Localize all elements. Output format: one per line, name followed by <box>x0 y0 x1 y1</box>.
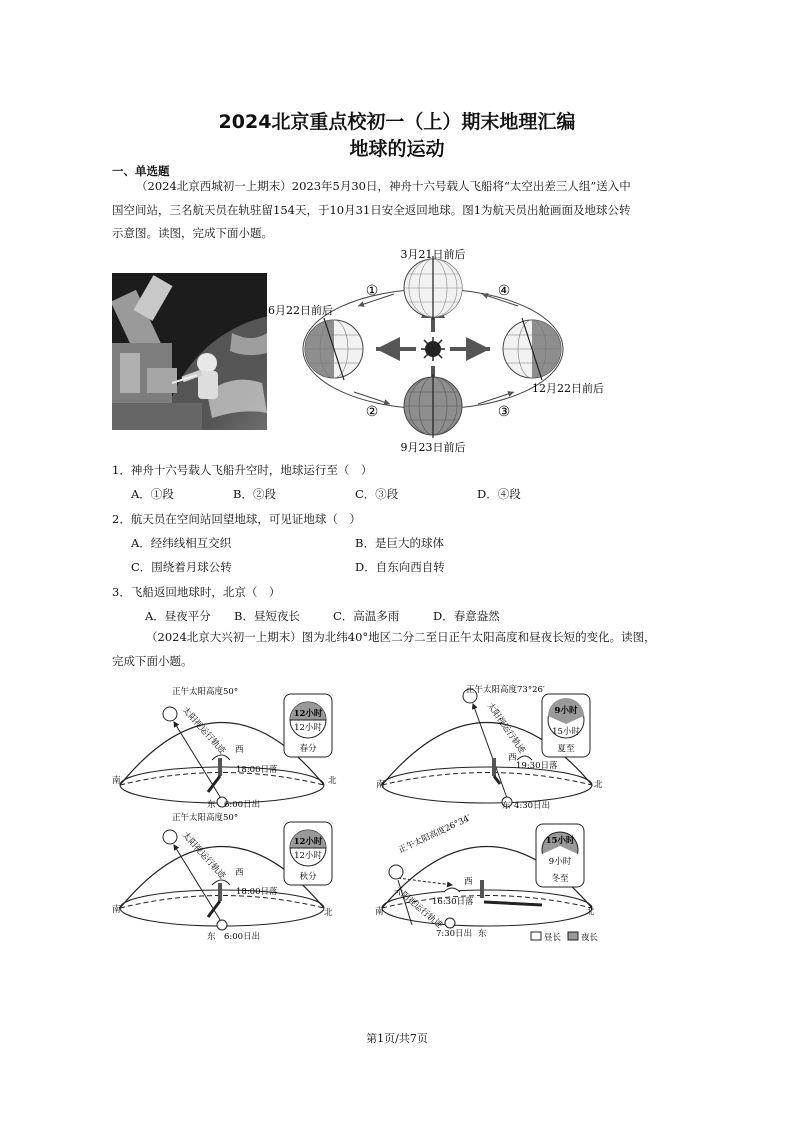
q2-option-c[interactable]: C．围绕着月球公转 <box>131 560 232 574</box>
intro-paragraph-2 <box>112 626 692 673</box>
question-1-stem: 1．神舟十六号载人飞船升空时，地球运行至（ ） <box>112 463 373 477</box>
panel1-season-label: 春分 <box>299 744 317 754</box>
section-heading: 一、单选题 <box>112 164 170 178</box>
label-december: 12月22日前后 <box>532 382 604 395</box>
panel-spring-equinox <box>112 686 337 810</box>
panel3-night-length: 12小时 <box>294 851 322 861</box>
panel2-north-label: 北 <box>594 780 603 790</box>
doc-title: 2024北京重点校初一（上）期末地理汇编 <box>218 111 576 133</box>
q1-option-d[interactable]: D．④段 <box>477 487 521 501</box>
panel4-track-label: 太阳视运行轨迹 <box>392 884 445 931</box>
question-3-stem: 3．飞船返回地球时，北京（ ） <box>112 585 281 599</box>
panel2-south-label: 南 <box>376 780 385 790</box>
panel4-sunrise-label: 7:30日出 <box>436 929 473 939</box>
panel3-north-label: 北 <box>324 908 333 918</box>
label-march: 3月21日前后 <box>400 248 466 261</box>
panel3-sunset-label: 18:00日落 <box>236 887 278 897</box>
panel1-track-label: 太阳视运行轨迹 <box>179 705 228 757</box>
panel4-night-length: 15小时 <box>545 836 575 846</box>
panel2-sunset-label: 19:30日落 <box>516 761 558 771</box>
panel-winter-solstice <box>375 812 595 939</box>
panel4-day-length: 9小时 <box>548 857 572 867</box>
q1-option-b[interactable]: B．②段 <box>233 487 276 501</box>
panel4-east-label: 东 <box>478 929 487 939</box>
label-september: 9月23日前后 <box>400 441 466 454</box>
astronaut-photo <box>112 273 267 430</box>
panel1-night-length: 12小时 <box>294 723 322 733</box>
legend-day-label: 昼长 <box>544 933 562 943</box>
figure-legend <box>531 932 599 943</box>
segment-1-marker: ① <box>365 283 379 299</box>
earth-globe-march <box>404 256 462 320</box>
panel3-track-label: 太阳视运行轨迹 <box>179 830 228 882</box>
panel1-sunrise-label: 6:00日出 <box>224 800 261 810</box>
earth-globe-december <box>503 318 561 380</box>
intro-paragraph-1 <box>112 175 692 246</box>
q3-option-c[interactable]: C．高温多雨 <box>333 609 400 623</box>
panel4-season-label: 冬至 <box>551 874 569 884</box>
q1-option-a[interactable]: A．①段 <box>131 487 174 501</box>
q2-option-d[interactable]: D．自东向西自转 <box>355 560 445 574</box>
panel3-day-length: 12小时 <box>293 837 323 847</box>
intro1-line: （2024北京西城初一上期末）2023年5月30日，神舟十六号载人飞船将“太空出差三人组”送入中 <box>136 179 631 193</box>
panel2-track-label: 太阳视运行轨迹 <box>484 700 527 756</box>
q1-option-c[interactable]: C．③段 <box>355 487 399 501</box>
intro2-line: （2024北京大兴初一上期末）图为北纬40°地区二分二至日正午太阳高度和昼夜长短的变化。读图， <box>146 630 656 644</box>
panel2-day-length: 15小时 <box>552 727 580 737</box>
panel2-east-label: 东 <box>502 801 511 811</box>
panel2-west-label: 西 <box>508 753 517 763</box>
intro1-line: 示意图。读图，完成下面小题。 <box>112 226 273 240</box>
label-june: 6月22日前后 <box>268 304 333 317</box>
q2-option-a[interactable]: A．经纬线相互交织 <box>131 536 232 550</box>
q3-option-b[interactable]: B．昼短夜长 <box>234 609 300 623</box>
panel2-altitude-label: 正午太阳高度73°26′ <box>466 685 545 695</box>
panel1-south-label: 南 <box>112 776 121 786</box>
panel2-night-length: 9小时 <box>554 706 578 716</box>
panel3-season-label: 秋分 <box>299 872 317 882</box>
panel1-east-label: 东 <box>207 800 216 810</box>
panel4-north-label: 北 <box>586 907 595 917</box>
panel3-east-label: 东 <box>207 932 216 942</box>
q3-option-d[interactable]: D．春意盎然 <box>433 609 500 623</box>
intro1-line: 国空间站，三名航天员在轨驻留154天，于10月31日安全返回地球。图1为航天员出舱画面及地球公转 <box>112 202 631 217</box>
panel1-west-label: 西 <box>235 745 244 755</box>
solar-altitude-figure <box>112 680 612 950</box>
intro2-line: 完成下面小题。 <box>112 653 193 668</box>
doc-subtitle: 地球的运动 <box>349 138 445 160</box>
panel3-altitude-label: 正午太阳高度50° <box>172 813 239 823</box>
panel1-north-label: 北 <box>328 776 337 786</box>
page-footer: 第1页/共7页 <box>366 1032 428 1045</box>
earth-globe-june <box>305 318 363 380</box>
panel4-altitude-label: 正午太阳高度26°34′ <box>397 813 473 856</box>
panel1-altitude-label: 正午太阳高度50° <box>172 687 239 697</box>
panel2-sunrise-label: 4:30日出 <box>514 801 551 811</box>
earth-globe-september <box>404 374 462 438</box>
segment-2-marker: ② <box>365 404 379 420</box>
panel4-south-label: 南 <box>375 907 384 917</box>
question-2-stem: 2．航天员在空间站回望地球，可见证地球（ ） <box>112 512 361 526</box>
panel-autumn-equinox <box>112 812 333 942</box>
panel-summer-solstice <box>376 684 603 811</box>
panel3-south-label: 南 <box>112 905 121 915</box>
panel1-day-length: 12小时 <box>293 709 323 719</box>
segment-4-marker: ④ <box>497 283 511 299</box>
segment-3-marker: ③ <box>497 404 511 420</box>
panel2-season-label: 夏至 <box>557 744 575 754</box>
panel3-west-label: 西 <box>235 868 244 878</box>
legend-night-label: 夜长 <box>581 933 599 943</box>
panel4-sunset-label: 16:30日落 <box>432 897 474 907</box>
q2-option-b[interactable]: B．是巨大的球体 <box>355 536 444 550</box>
q3-option-a[interactable]: A．昼夜平分 <box>145 609 211 623</box>
sun-icon <box>421 337 445 361</box>
panel4-west-label: 西 <box>464 877 473 887</box>
panel3-sunrise-label: 6:00日出 <box>224 932 261 942</box>
orbit-diagram <box>266 246 610 454</box>
panel1-sunset-label: 18:00日落 <box>236 765 278 775</box>
